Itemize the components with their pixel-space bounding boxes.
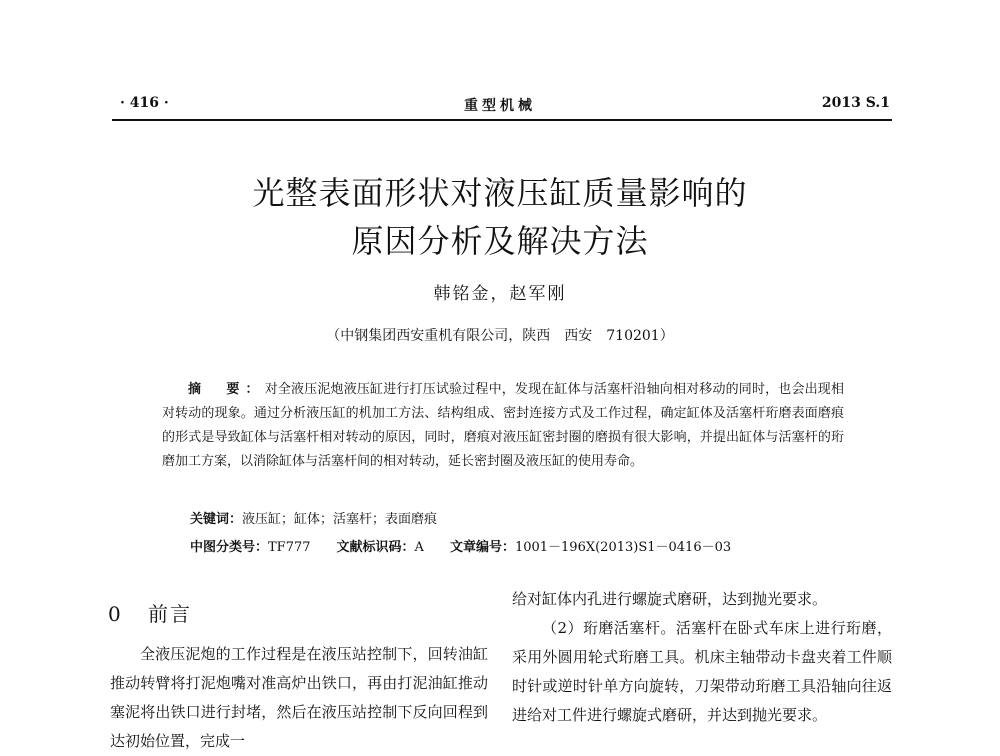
affiliation: （中钢集团西安重机有限公司，陕西 西安 710201） [326, 328, 674, 344]
abstract [162, 378, 844, 474]
article-no-label: 文章编号： [449, 540, 515, 555]
page-number: · 416 · [120, 95, 169, 111]
clc-label: 中图分类号： [190, 540, 269, 555]
doc-code-value: A [414, 540, 424, 555]
authors: 韩铭金，赵军刚 [433, 284, 567, 304]
abstract-label: 摘 要： [188, 382, 265, 397]
body-right-paragraph-1: 给对缸体内孔进行螺旋式磨研，达到抛光要求。 [512, 590, 828, 608]
clc-value: TF777 [268, 540, 311, 555]
doc-code-label: 文献标识码： [336, 540, 415, 555]
keywords-label: 关键词： [190, 512, 243, 527]
issue-label: 2013 S.1 [821, 95, 890, 111]
keywords [190, 508, 437, 527]
classification-line [190, 536, 731, 555]
journal-name: 重型机械 [464, 98, 536, 114]
section-title: 前言 [148, 602, 192, 626]
body-left-paragraph: 全液压泥炮的工作过程是在液压站控制下，回转油缸推动转臂将打泥炮嘴对准高炉出铁口，再由打泥油缸推动塞泥将出铁口进行封堵，然后在液压站控制下反向回程到达初始位置，完成一 [110, 645, 488, 750]
paper-title-line-2: 原因分析及解决方法 [351, 222, 649, 260]
section-heading [108, 598, 192, 627]
keywords-text: 液压缸；缸体；活塞杆；表面磨痕 [242, 512, 438, 527]
running-header [0, 88, 1000, 118]
body-right-paragraph-2: （2）珩磨活塞杆。活塞杆在卧式车床上进行珩磨，采用外圆用轮式珩磨工具。机床主轴带动卡盘夹着工件顺时针或逆时针单方向旋转，刀架带动珩磨工具沿轴向往返进给对工件进行螺旋式磨研，并达到抛光要求。 [512, 619, 892, 724]
section-number: 0 [108, 602, 123, 626]
header-rule [112, 119, 892, 121]
article-no-value: 1001－196X(2013)S1－0416－03 [514, 540, 732, 555]
paper-title-line-1: 光整表面形状对液压缸质量影响的 [252, 174, 748, 212]
abstract-text: 对全液压泥炮液压缸进行打压试验过程中，发现在缸体与活塞杆沿轴向相对移动的同时，也会出现相对转动的现象。通过分析液压缸的机加工方法、结构组成、密封连接方式及工作过程，确定缸体及活塞杆珩磨表面磨痕的形式是导致缸体与活塞杆相对转动的原因，同时，磨痕对液压缸密封圈的磨损有很大影响，并提出缸体与活塞杆的珩磨加工方案，以消除缸体与活塞杆间的相对转动，延长密封圈及液压缸的使用寿命。 [162, 382, 844, 469]
